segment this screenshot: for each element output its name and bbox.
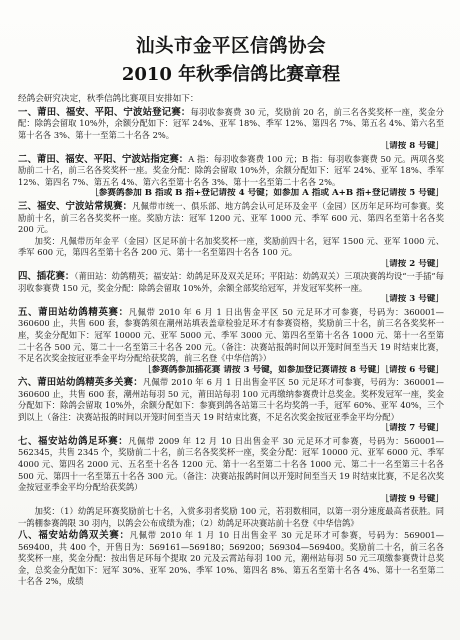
section-7 xyxy=(18,436,444,505)
section-number: 四、 xyxy=(18,271,37,283)
section-body: 凡佩带市统一、俱乐部、地方鸽会认可足环及金平（金园）区历年足环均可参赛。奖励前十名，前三名各奖奖杯一座。奖励方法：冠军 1200 元、亚军 1000 元、季军 600 元、第四名至第十名各奖 200 元。 xyxy=(18,200,444,235)
section-number: 一、 xyxy=(18,106,38,118)
section-heading: 莆田、福安、平阳、宁波站登记赛： xyxy=(37,106,191,118)
intro-text: 经鸽会研究决定，秋季信鸽比赛项目安排如下： xyxy=(18,94,199,104)
section-number: 五、 xyxy=(18,306,39,318)
section-6 xyxy=(18,377,444,435)
section-heading: 插花赛： xyxy=(36,271,75,283)
section-heading: 莆田、福安、平阳、宁波站指定赛： xyxy=(36,153,189,165)
section-heading: 莆田站幼鸽精英赛： xyxy=(38,306,129,318)
key-instruction: ［请按 9 号键］ xyxy=(380,493,444,504)
key-instruction: ［请按 7 号键］ xyxy=(380,423,444,434)
key-instruction: ［请按 2 号键］ xyxy=(380,258,444,269)
document-subtitle: 2010 年秋季信鸽比赛章程 xyxy=(121,64,341,85)
section-2 xyxy=(18,154,444,200)
section-7-bonus xyxy=(18,506,444,529)
key-instruction: ［参赛鸽参加插花赛 请按 3 号键，如参加登记赛请按 8 号键］［请按 6 号键］ xyxy=(143,364,444,375)
key-instruction: ［请按 8 号键］ xyxy=(380,141,444,152)
section-body: 凡佩带 2010 年 6 月 1 日出售金平区 50 元足环才可参赛，号码为：360001—360600 止，共售 600 套，参赛鸽须在潮州站填表盖章检验足环才有参赛资格，奖励前三十名，前三名各奖奖杯一座，奖金分配如下：冠军 10000 元、亚军 5000 元、季军 3000 元、第四名至第十名各 1000 元、第十一名至第二十名各 500 元、第二十一名至第三十名各 200 元。（备注：决赛站报鸽时间以开笼时间至当天 19 时结束比赛，不足名次奖金按冠亚季金平均分配给获奖鸽，前三名登《中华信鸽》） xyxy=(18,306,444,364)
section-heading: 福安站幼鸽双关赛： xyxy=(38,530,130,542)
section-heading: 福安、宁波站常规赛： xyxy=(37,200,133,212)
section-3 xyxy=(18,201,444,270)
section-8 xyxy=(18,530,444,588)
section-number: 六、 xyxy=(18,377,38,389)
section-body: 凡佩带 2010 年 1 月 10 日出售金平 30 元足环才可参赛，号码为：569001—569400，共 400 个，开售日为：569161—569180；569200；569304—569400。奖励前二十名，前三名各奖奖杯一座，奖金分配：按出售足环每个提取 20 元及云霄站每羽 100 元，潮州站每羽 50 元三项缴参赛费计总奖金，总奖金分配如下：冠军 30%、亚军 20%、季军 10%、第四名 8%、第五名至第十名各 4%、第十一名至第二十名各 2%，成绩 xyxy=(18,530,444,587)
section-body: （莆田站：幼鸽精英；福安站：幼鸽足环及双关足环；平阳站：幼鸽双关）三项决赛鸽均设“一手插”每羽收参赛费 150 元，奖金分配：除鸽会留取 10%外，余额全部奖给冠军，并发冠军奖杯一座。 xyxy=(18,271,444,293)
section-note: 加奖：凡佩带历年金平（金园）区足环前十名加奖奖杯一座，奖励前四十名，冠军 1500 元、亚军 1000 元、季军 600 元，第四名至第十名各 200 元、第十一名至第四十名各 100 元。 xyxy=(18,235,444,258)
key-instruction: ［参赛鸽参加 B 指或 B 指+登记请按 4 号键；如参加 A 指或 A+B 指+登记请按 5 号键］ xyxy=(90,188,444,199)
section-number: 八、 xyxy=(18,530,39,542)
section-4 xyxy=(18,271,444,306)
document-title: 汕头市金平区信鸽协会 xyxy=(135,36,326,57)
section-heading: 福安站幼鸽足环赛： xyxy=(38,435,129,447)
section-note: 加奖：（1）幼鸽足环赛奖励前七十名，入赏多羽者奖励 100 元，若羽数相同，以第一羽分速度最高者获胜。同一鸽棚参赛鸽限 30 羽内，以鸽会公布成绩为准；（2）幼鸽足环决赛站前十名登《中华信鸽》 xyxy=(18,506,444,528)
section-body: 凡佩带 2009 年 12 月 10 日出售金平 30 元足环才可参赛，号码为：560001—562345，共售 2345 个，奖励前二十名，前三名各奖奖杯一座，奖金分配：冠军 10000 元、亚军 6000 元、季军 4000 元、第四名 2000 元、五名至十名各 1200 元、第十一名至第二十名各 1000 元、第二十一名至第三十名各 500 元、第四十一名至第五十名各 300 元。（备注：决赛站报鸽时间以开笼时间至当天 19 时结束比赛，不足名次奖金按冠亚季金平均分配给获奖鸽） xyxy=(18,435,444,493)
section-number: 三、 xyxy=(18,200,38,212)
section-1 xyxy=(18,107,444,153)
section-body: 凡佩带 2010 年 6 月 1 日出售金平区 50 元足环才可参赛，号码为：360001—360600 止，共售 600 套，潮州站每羽 50 元，莆田站每羽 100 元再缴纳参赛费计总奖金。奖杯发冠军一座，奖金分配如下：除鸽会留取 10%外，余额分配如下：参赛到鸽各站第三十名均奖鸽一手，冠军 60%、亚军 40%，三个到以上（备注：决赛站报鸽时间以开笼时间至当天 19 时结束比赛，不足名次奖金按冠亚季金平均分配） xyxy=(18,377,444,422)
section-body: A 指：每羽收参赛费 100 元；B 指：每羽收参赛费 50 元。两项各奖励前二十名，前三名各奖奖杯一座。奖金分配：除鸽会留取 10%外，余额分配如下：冠军 24%、亚军 18%、季军 12%、第四名 7%、第五名 4%、第六名至第十名各 3%、第十一名至第二十名各 2%。 xyxy=(18,153,444,187)
section-5 xyxy=(18,307,444,376)
key-instruction: ［请按 3 号键］ xyxy=(380,294,444,305)
section-number: 二、 xyxy=(18,153,37,165)
section-body: 每羽收参赛费 30 元，奖励前 20 名，前三名各奖奖杯一座，奖金分配：除鸽会留取 10%外，余额分配如下：冠军 24%、亚军 18%、季军 12%、第四名 7%、第五名 4%、第六名至第十名各 3%、第十一至第二十名各 2%。 xyxy=(18,106,444,140)
section-number: 七、 xyxy=(18,435,39,447)
section-heading: 莆田站幼鸽精英多关赛： xyxy=(37,377,143,389)
